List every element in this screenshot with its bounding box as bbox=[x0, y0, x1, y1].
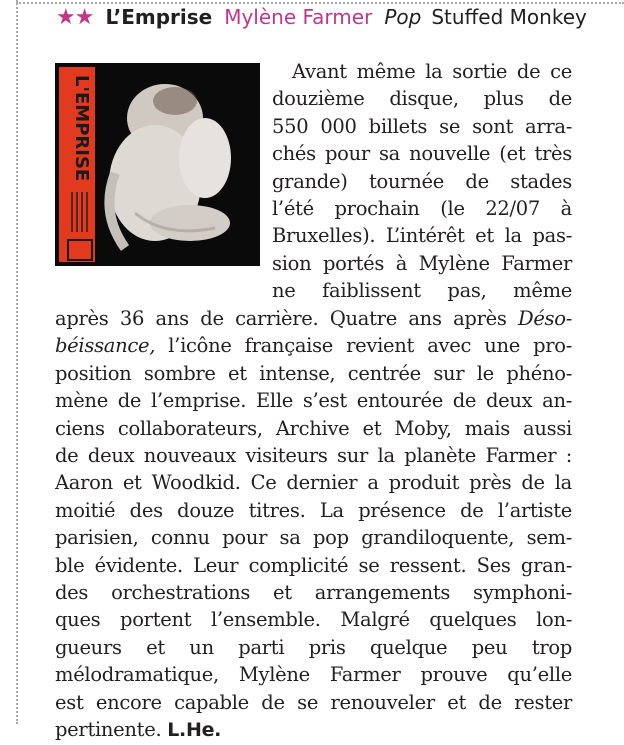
record-label: Stuffed Monkey bbox=[431, 5, 587, 29]
cover-tracklist-lines bbox=[71, 192, 89, 232]
text-line: 550 000 billets se sont arra- bbox=[272, 114, 572, 138]
review-intro-text bbox=[272, 58, 572, 305]
cover-title-lettering: L'EMPRISE bbox=[71, 75, 92, 182]
text-line: de deux nouveaux visiteurs sur la planète Farmer : bbox=[55, 444, 572, 468]
text-fragment: après 36 ans de carrière. Quatre ans après bbox=[55, 307, 518, 330]
text-line bbox=[55, 716, 572, 744]
text-line: chés pour sa nouvelle (et très bbox=[272, 142, 572, 166]
top-rule bbox=[16, 2, 624, 4]
text-line: l’été prochain (le 22/07 à bbox=[272, 197, 572, 221]
text-line: ble évidente. Leur complicité se ressent. Ses gran- bbox=[55, 553, 572, 577]
text-line: ne faiblissent pas, même bbox=[272, 279, 572, 303]
text-line: Bruxelles). L’intérêt et la pas- bbox=[272, 224, 572, 248]
text-line: mène de l’emprise. Elle s’est entourée de deux an- bbox=[55, 389, 572, 413]
text-line: parisien, connu pour sa pop grandiloquente, sem- bbox=[55, 526, 572, 550]
text-line: douzième disque, plus de bbox=[272, 87, 572, 111]
text-line: gueurs et un parti pris quelque peu trop bbox=[55, 635, 572, 659]
album-cover-image bbox=[55, 63, 260, 266]
text-line: moitié des douze titres. La présence de l’artiste bbox=[55, 498, 572, 522]
cover-red-strip bbox=[59, 67, 95, 262]
text-line: sion portés à Mylène Farmer bbox=[272, 251, 572, 275]
text-line: est encore capable de se renouveler et de rester bbox=[55, 690, 572, 714]
author-signature: L.He. bbox=[167, 719, 222, 742]
album-reference: Déso- bbox=[517, 307, 572, 330]
text-line: ciens collaborateurs, Archive et Moby, mais aussi bbox=[55, 416, 572, 440]
text-line bbox=[55, 332, 572, 359]
text-fragment: pertinente. bbox=[55, 718, 168, 742]
text-line: Avant même la sortie de ce bbox=[292, 60, 572, 83]
text-line: mélodramatique, Mylène Farmer prouve qu’elle bbox=[55, 663, 572, 687]
text-fragment: l’icône française revient avec une pro- bbox=[155, 334, 572, 358]
margin-rule bbox=[16, 0, 18, 724]
genre: Pop bbox=[384, 5, 422, 29]
rating-stars: ★★ bbox=[56, 5, 94, 30]
album-reference: béissance, bbox=[55, 334, 156, 358]
text-line: ques portent l’ensemble. Malgré quelques lon- bbox=[55, 608, 572, 632]
artist-name: Mylène Farmer bbox=[224, 5, 373, 29]
review-header bbox=[56, 5, 587, 35]
text-line: des orchestrations et arrangements symphoni- bbox=[55, 581, 572, 605]
cover-figure bbox=[95, 63, 260, 266]
text-line: position sombre et intense, centrée sur le phéno- bbox=[55, 361, 572, 385]
text-line: grande) tournée de stades bbox=[272, 169, 572, 193]
cover-logo bbox=[67, 239, 93, 261]
review-body-text bbox=[55, 305, 572, 745]
album-title: L’Emprise bbox=[105, 5, 213, 29]
text-line: Aaron et Woodkid. Ce dernier a produit près de la bbox=[55, 471, 572, 495]
text-line bbox=[55, 305, 572, 332]
